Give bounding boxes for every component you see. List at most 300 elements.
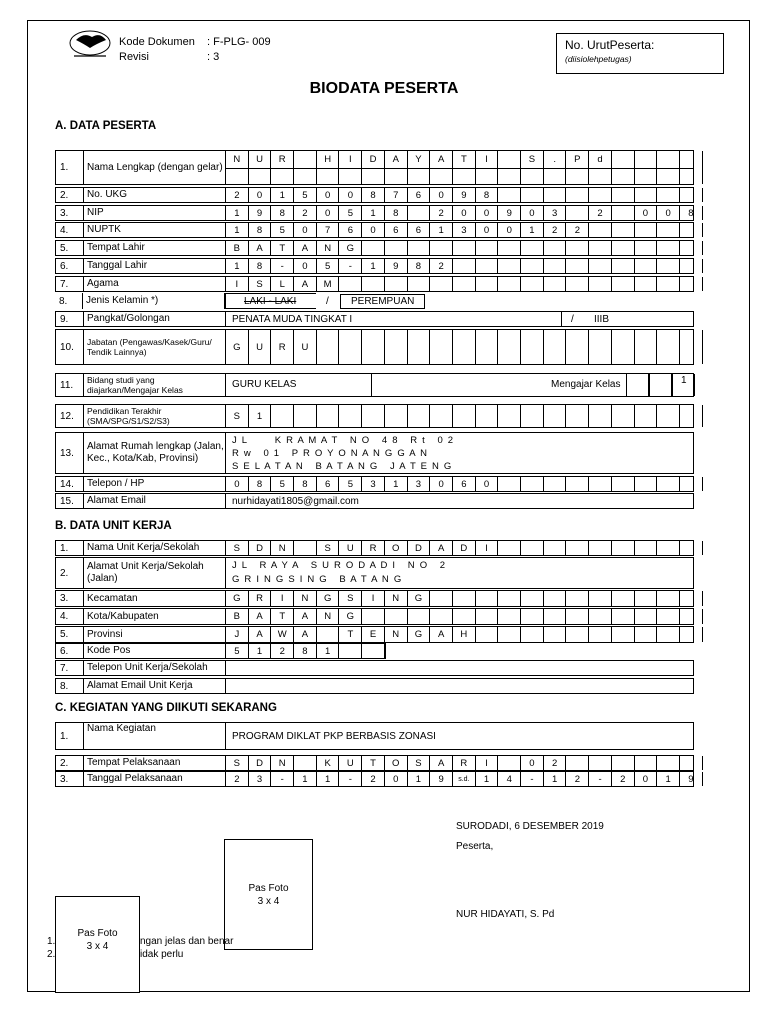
char-cell[interactable]: 0 bbox=[317, 188, 340, 202]
char-cell[interactable]: 5 bbox=[340, 477, 363, 491]
char-cell[interactable]: I bbox=[226, 277, 249, 291]
char-cell[interactable] bbox=[612, 206, 635, 220]
char-cell[interactable]: 1 bbox=[657, 772, 680, 786]
char-cell[interactable]: 5 bbox=[294, 188, 317, 202]
char-cell[interactable]: 4 bbox=[498, 772, 521, 786]
char-cell[interactable] bbox=[498, 188, 521, 202]
char-cell[interactable] bbox=[589, 591, 612, 606]
char-cell[interactable] bbox=[589, 277, 612, 291]
char-cell[interactable] bbox=[340, 405, 363, 427]
char-cell[interactable] bbox=[430, 241, 453, 255]
char-cell[interactable] bbox=[612, 241, 635, 255]
char-cell[interactable] bbox=[385, 609, 408, 624]
char-cell[interactable]: 2 bbox=[226, 188, 249, 202]
char-cell[interactable]: 1 bbox=[476, 772, 499, 786]
char-cell[interactable]: 8 bbox=[476, 188, 499, 202]
char-cell[interactable] bbox=[635, 223, 658, 237]
char-cell[interactable] bbox=[544, 609, 567, 624]
char-cell[interactable]: U bbox=[249, 330, 272, 364]
char-cell[interactable] bbox=[612, 188, 635, 202]
char-cell[interactable]: 1 bbox=[226, 223, 249, 237]
char-cell[interactable] bbox=[544, 188, 567, 202]
char-cell[interactable] bbox=[567, 241, 590, 255]
char-cell[interactable] bbox=[657, 405, 680, 427]
char-cell[interactable] bbox=[317, 168, 340, 184]
char-cell[interactable]: 8 bbox=[249, 477, 272, 491]
char-cell[interactable] bbox=[612, 330, 635, 364]
char-cell[interactable] bbox=[294, 541, 317, 555]
char-cell[interactable]: 1 bbox=[385, 477, 408, 491]
char-cell[interactable]: A bbox=[294, 627, 317, 642]
char-cell[interactable]: I bbox=[362, 591, 385, 606]
char-cell[interactable] bbox=[635, 241, 658, 255]
char-cell[interactable]: d bbox=[589, 151, 612, 168]
char-cell[interactable]: G bbox=[340, 241, 363, 255]
char-cell[interactable]: 1 bbox=[249, 644, 272, 658]
char-cell[interactable]: D bbox=[362, 151, 385, 168]
char-cell[interactable]: M bbox=[317, 277, 340, 291]
char-cell[interactable] bbox=[544, 241, 567, 255]
char-cell[interactable]: 1 bbox=[430, 223, 453, 237]
char-cell[interactable]: S bbox=[226, 541, 249, 555]
char-cell[interactable] bbox=[362, 277, 385, 291]
char-cell[interactable]: 5 bbox=[271, 477, 294, 491]
char-cell[interactable] bbox=[430, 168, 453, 184]
char-cell[interactable] bbox=[589, 541, 612, 555]
char-cell[interactable] bbox=[521, 591, 544, 606]
char-cell[interactable]: 1 bbox=[294, 772, 317, 786]
char-cell[interactable]: - bbox=[589, 772, 612, 786]
char-cell[interactable] bbox=[521, 330, 544, 364]
char-cell[interactable]: Y bbox=[408, 151, 431, 168]
char-cell[interactable] bbox=[408, 330, 431, 364]
char-cell[interactable] bbox=[317, 330, 340, 364]
char-cell[interactable]: 5 bbox=[340, 206, 363, 220]
char-cell[interactable]: A bbox=[430, 627, 453, 642]
char-cell[interactable] bbox=[635, 756, 658, 770]
char-cell[interactable]: 0 bbox=[657, 206, 680, 220]
char-cell[interactable]: 0 bbox=[226, 477, 249, 491]
char-cell[interactable] bbox=[612, 223, 635, 237]
char-cell[interactable]: 0 bbox=[294, 223, 317, 237]
char-cell[interactable] bbox=[589, 609, 612, 624]
char-cell[interactable]: 0 bbox=[453, 206, 476, 220]
char-cell[interactable] bbox=[567, 591, 590, 606]
char-cell[interactable] bbox=[635, 609, 658, 624]
char-cell[interactable] bbox=[657, 188, 680, 202]
char-cell[interactable] bbox=[544, 330, 567, 364]
char-cell[interactable] bbox=[453, 259, 476, 273]
char-cell[interactable]: - bbox=[521, 772, 544, 786]
char-cell[interactable] bbox=[589, 188, 612, 202]
char-cell[interactable] bbox=[657, 756, 680, 770]
char-cell[interactable] bbox=[657, 259, 680, 273]
char-cell[interactable]: T bbox=[362, 756, 385, 770]
char-cell[interactable]: S bbox=[226, 756, 249, 770]
char-cell[interactable]: 6 bbox=[408, 188, 431, 202]
char-cell[interactable]: N bbox=[271, 756, 294, 770]
char-cell[interactable]: 6 bbox=[340, 223, 363, 237]
char-cell[interactable]: A bbox=[294, 277, 317, 291]
char-cell[interactable]: 1 bbox=[226, 259, 249, 273]
char-cell[interactable]: - bbox=[271, 259, 294, 273]
char-cell[interactable] bbox=[476, 241, 499, 255]
char-cell[interactable]: K bbox=[317, 756, 340, 770]
char-cell[interactable] bbox=[385, 277, 408, 291]
char-cell[interactable]: 0 bbox=[521, 206, 544, 220]
char-cell[interactable]: 8 bbox=[294, 644, 317, 658]
gender-laki[interactable]: LAKI - LAKI bbox=[244, 296, 297, 307]
char-cell[interactable]: - bbox=[340, 772, 363, 786]
char-cell[interactable] bbox=[294, 168, 317, 184]
char-cell[interactable]: R bbox=[271, 151, 294, 168]
char-cell[interactable] bbox=[635, 151, 658, 168]
char-cell[interactable]: S bbox=[317, 541, 340, 555]
char-cell[interactable]: 2 bbox=[589, 206, 612, 220]
char-cell[interactable]: A bbox=[385, 151, 408, 168]
char-cell[interactable] bbox=[567, 188, 590, 202]
char-cell[interactable] bbox=[521, 609, 544, 624]
char-cell[interactable] bbox=[498, 405, 521, 427]
char-cell[interactable]: N bbox=[385, 591, 408, 606]
char-cell[interactable]: 6 bbox=[453, 477, 476, 491]
char-cell[interactable] bbox=[498, 168, 521, 184]
char-cell[interactable] bbox=[362, 168, 385, 184]
char-cell[interactable]: 0 bbox=[430, 188, 453, 202]
char-cell[interactable]: 9 bbox=[680, 772, 703, 786]
char-cell[interactable] bbox=[249, 168, 272, 184]
char-cell[interactable] bbox=[294, 756, 317, 770]
char-cell[interactable]: - bbox=[271, 772, 294, 786]
char-cell[interactable] bbox=[589, 168, 612, 184]
char-cell[interactable] bbox=[680, 591, 703, 606]
char-cell[interactable] bbox=[635, 259, 658, 273]
char-cell[interactable] bbox=[635, 188, 658, 202]
char-cell[interactable]: 0 bbox=[340, 188, 363, 202]
char-cell[interactable] bbox=[680, 477, 703, 491]
char-cell[interactable]: T bbox=[271, 241, 294, 255]
char-cell[interactable]: 8 bbox=[408, 259, 431, 273]
char-cell[interactable] bbox=[498, 627, 521, 642]
char-cell[interactable]: 0 bbox=[294, 259, 317, 273]
char-cell[interactable] bbox=[544, 405, 567, 427]
char-cell[interactable] bbox=[680, 627, 703, 642]
char-cell[interactable] bbox=[476, 627, 499, 642]
char-cell[interactable]: A bbox=[430, 151, 453, 168]
char-cell[interactable]: D bbox=[249, 756, 272, 770]
char-cell[interactable] bbox=[498, 756, 521, 770]
char-cell[interactable] bbox=[408, 206, 431, 220]
char-cell[interactable]: 1 bbox=[271, 188, 294, 202]
char-cell[interactable]: 5 bbox=[317, 259, 340, 273]
char-cell[interactable]: R bbox=[249, 591, 272, 606]
char-cell[interactable] bbox=[657, 541, 680, 555]
char-cell[interactable]: 2 bbox=[544, 756, 567, 770]
char-cell[interactable]: G bbox=[226, 330, 249, 364]
char-cell[interactable] bbox=[476, 609, 499, 624]
char-cell[interactable]: O bbox=[385, 541, 408, 555]
char-cell[interactable] bbox=[498, 277, 521, 291]
char-cell[interactable] bbox=[521, 627, 544, 642]
char-cell[interactable]: A bbox=[294, 609, 317, 624]
char-cell[interactable] bbox=[544, 277, 567, 291]
char-cell[interactable]: O bbox=[385, 756, 408, 770]
char-cell[interactable]: N bbox=[294, 591, 317, 606]
char-cell[interactable] bbox=[453, 609, 476, 624]
char-cell[interactable] bbox=[657, 151, 680, 168]
char-cell[interactable] bbox=[589, 330, 612, 364]
char-cell[interactable] bbox=[408, 241, 431, 255]
char-cell[interactable] bbox=[498, 151, 521, 168]
char-cell[interactable] bbox=[635, 330, 658, 364]
char-cell[interactable]: . bbox=[544, 151, 567, 168]
char-cell[interactable]: H bbox=[317, 151, 340, 168]
char-cell[interactable]: A bbox=[249, 627, 272, 642]
char-cell[interactable] bbox=[476, 405, 499, 427]
char-cell[interactable]: U bbox=[294, 330, 317, 364]
char-cell[interactable]: N bbox=[226, 151, 249, 168]
char-cell[interactable]: 1 bbox=[408, 772, 431, 786]
char-cell[interactable] bbox=[680, 405, 703, 427]
char-cell[interactable]: D bbox=[408, 541, 431, 555]
char-cell[interactable]: T bbox=[271, 609, 294, 624]
char-cell[interactable]: 1 bbox=[249, 405, 272, 427]
char-cell[interactable] bbox=[317, 405, 340, 427]
char-cell[interactable]: 8 bbox=[362, 188, 385, 202]
char-cell[interactable]: 1 bbox=[317, 644, 340, 658]
char-cell[interactable] bbox=[521, 405, 544, 427]
char-cell[interactable] bbox=[453, 277, 476, 291]
char-cell[interactable]: 9 bbox=[249, 206, 272, 220]
char-cell[interactable]: T bbox=[340, 627, 363, 642]
char-cell[interactable] bbox=[657, 591, 680, 606]
char-cell[interactable]: J bbox=[226, 627, 249, 642]
char-cell[interactable] bbox=[680, 756, 703, 770]
char-cell[interactable]: G bbox=[408, 627, 431, 642]
char-cell[interactable] bbox=[408, 277, 431, 291]
char-cell[interactable]: 3 bbox=[544, 206, 567, 220]
char-cell[interactable] bbox=[567, 477, 590, 491]
char-cell[interactable] bbox=[340, 330, 363, 364]
char-cell[interactable] bbox=[430, 591, 453, 606]
char-cell[interactable] bbox=[362, 644, 385, 658]
char-cell[interactable]: 0 bbox=[635, 206, 658, 220]
char-cell[interactable]: N bbox=[271, 541, 294, 555]
char-cell[interactable]: 0 bbox=[476, 223, 499, 237]
char-cell[interactable]: B bbox=[226, 241, 249, 255]
char-cell[interactable]: S bbox=[226, 405, 249, 427]
char-cell[interactable]: 9 bbox=[498, 206, 521, 220]
char-cell[interactable]: G bbox=[340, 609, 363, 624]
char-cell[interactable]: 8 bbox=[680, 206, 703, 220]
char-cell[interactable] bbox=[271, 405, 294, 427]
char-cell[interactable] bbox=[362, 405, 385, 427]
char-cell[interactable]: D bbox=[453, 541, 476, 555]
char-cell[interactable]: B bbox=[226, 609, 249, 624]
char-cell[interactable] bbox=[680, 241, 703, 255]
char-cell[interactable] bbox=[226, 168, 249, 184]
char-cell[interactable] bbox=[635, 477, 658, 491]
char-cell[interactable] bbox=[680, 168, 703, 184]
char-cell[interactable] bbox=[476, 277, 499, 291]
char-cell[interactable]: 2 bbox=[544, 223, 567, 237]
char-cell[interactable] bbox=[589, 627, 612, 642]
char-cell[interactable]: S bbox=[408, 756, 431, 770]
char-cell[interactable]: I bbox=[340, 151, 363, 168]
char-cell[interactable] bbox=[544, 591, 567, 606]
char-cell[interactable]: 0 bbox=[476, 206, 499, 220]
char-cell[interactable] bbox=[612, 477, 635, 491]
char-cell[interactable]: G bbox=[226, 591, 249, 606]
char-cell[interactable]: A bbox=[430, 756, 453, 770]
char-cell[interactable] bbox=[362, 241, 385, 255]
char-cell[interactable]: 2 bbox=[430, 206, 453, 220]
char-cell[interactable] bbox=[498, 541, 521, 555]
char-cell[interactable] bbox=[567, 609, 590, 624]
char-cell[interactable] bbox=[453, 405, 476, 427]
char-cell[interactable] bbox=[589, 259, 612, 273]
char-cell[interactable] bbox=[680, 330, 703, 364]
char-cell[interactable] bbox=[430, 277, 453, 291]
char-cell[interactable] bbox=[567, 627, 590, 642]
char-cell[interactable]: 8 bbox=[271, 206, 294, 220]
char-cell[interactable]: R bbox=[271, 330, 294, 364]
char-cell[interactable]: P bbox=[567, 151, 590, 168]
char-cell[interactable]: 0 bbox=[635, 772, 658, 786]
char-cell[interactable] bbox=[567, 330, 590, 364]
char-cell[interactable] bbox=[476, 330, 499, 364]
char-cell[interactable] bbox=[589, 477, 612, 491]
char-cell[interactable]: 1 bbox=[544, 772, 567, 786]
char-cell[interactable] bbox=[544, 259, 567, 273]
char-cell[interactable] bbox=[498, 477, 521, 491]
char-cell[interactable] bbox=[294, 151, 317, 168]
char-cell[interactable]: T bbox=[453, 151, 476, 168]
char-cell[interactable] bbox=[657, 609, 680, 624]
char-cell[interactable] bbox=[612, 405, 635, 427]
char-cell[interactable] bbox=[680, 541, 703, 555]
char-cell[interactable]: 2 bbox=[567, 223, 590, 237]
char-cell[interactable]: 6 bbox=[317, 477, 340, 491]
char-cell[interactable] bbox=[612, 541, 635, 555]
char-cell[interactable]: 2 bbox=[430, 259, 453, 273]
char-cell[interactable] bbox=[635, 627, 658, 642]
char-cell[interactable]: 3 bbox=[408, 477, 431, 491]
char-cell[interactable]: 0 bbox=[249, 188, 272, 202]
char-cell[interactable] bbox=[680, 259, 703, 273]
char-cell[interactable]: I bbox=[476, 541, 499, 555]
char-cell[interactable]: U bbox=[249, 151, 272, 168]
char-cell[interactable]: 0 bbox=[385, 772, 408, 786]
char-cell[interactable]: 5 bbox=[271, 223, 294, 237]
char-cell[interactable] bbox=[453, 168, 476, 184]
char-cell[interactable] bbox=[408, 609, 431, 624]
char-cell[interactable]: E bbox=[362, 627, 385, 642]
char-cell[interactable] bbox=[589, 241, 612, 255]
char-cell[interactable]: A bbox=[430, 541, 453, 555]
char-cell[interactable] bbox=[385, 405, 408, 427]
char-cell[interactable] bbox=[294, 405, 317, 427]
char-cell[interactable]: R bbox=[453, 756, 476, 770]
char-cell[interactable]: A bbox=[249, 609, 272, 624]
char-cell[interactable] bbox=[612, 277, 635, 291]
char-cell[interactable] bbox=[635, 591, 658, 606]
char-cell[interactable]: N bbox=[317, 609, 340, 624]
char-cell[interactable] bbox=[362, 609, 385, 624]
char-cell[interactable] bbox=[544, 627, 567, 642]
char-cell[interactable] bbox=[430, 609, 453, 624]
char-cell[interactable]: - bbox=[340, 259, 363, 273]
char-cell[interactable] bbox=[649, 374, 672, 396]
char-cell[interactable] bbox=[544, 541, 567, 555]
char-cell[interactable] bbox=[453, 241, 476, 255]
char-cell[interactable] bbox=[408, 168, 431, 184]
char-cell[interactable] bbox=[612, 151, 635, 168]
char-cell[interactable] bbox=[612, 259, 635, 273]
char-cell[interactable] bbox=[589, 756, 612, 770]
char-cell[interactable]: 6 bbox=[408, 223, 431, 237]
char-cell[interactable] bbox=[385, 241, 408, 255]
char-cell[interactable] bbox=[657, 277, 680, 291]
char-cell[interactable] bbox=[657, 477, 680, 491]
char-cell[interactable] bbox=[498, 609, 521, 624]
char-cell[interactable]: 0 bbox=[476, 477, 499, 491]
gender-perempuan[interactable]: PEREMPUAN bbox=[340, 294, 425, 309]
char-cell[interactable] bbox=[521, 477, 544, 491]
char-cell[interactable] bbox=[680, 151, 703, 168]
char-cell[interactable] bbox=[589, 405, 612, 427]
char-cell[interactable]: 8 bbox=[249, 223, 272, 237]
char-cell[interactable] bbox=[612, 627, 635, 642]
char-cell[interactable]: 3 bbox=[249, 772, 272, 786]
char-cell[interactable] bbox=[521, 541, 544, 555]
char-cell[interactable] bbox=[521, 259, 544, 273]
char-cell[interactable] bbox=[408, 405, 431, 427]
char-cell[interactable] bbox=[385, 330, 408, 364]
char-cell[interactable]: 0 bbox=[498, 223, 521, 237]
char-cell[interactable] bbox=[544, 477, 567, 491]
char-cell[interactable]: S bbox=[521, 151, 544, 168]
char-cell[interactable] bbox=[476, 168, 499, 184]
char-cell[interactable]: 0 bbox=[362, 223, 385, 237]
char-cell[interactable]: 8 bbox=[294, 477, 317, 491]
char-cell[interactable]: 7 bbox=[385, 188, 408, 202]
char-cell[interactable] bbox=[612, 756, 635, 770]
char-cell[interactable] bbox=[521, 241, 544, 255]
char-cell[interactable]: 0 bbox=[430, 477, 453, 491]
char-cell[interactable] bbox=[498, 330, 521, 364]
char-cell[interactable]: 1 bbox=[226, 206, 249, 220]
char-cell[interactable]: I bbox=[476, 151, 499, 168]
char-cell[interactable] bbox=[567, 206, 590, 220]
char-cell[interactable]: W bbox=[271, 627, 294, 642]
char-cell[interactable]: 0 bbox=[521, 756, 544, 770]
char-cell[interactable] bbox=[657, 627, 680, 642]
char-cell[interactable]: s.d. bbox=[453, 772, 476, 786]
char-cell[interactable] bbox=[657, 241, 680, 255]
char-cell[interactable]: I bbox=[271, 591, 294, 606]
char-cell[interactable]: G bbox=[317, 591, 340, 606]
char-cell[interactable]: I bbox=[476, 756, 499, 770]
char-cell[interactable] bbox=[430, 405, 453, 427]
char-cell[interactable]: L bbox=[271, 277, 294, 291]
char-cell[interactable] bbox=[271, 168, 294, 184]
char-cell[interactable] bbox=[612, 609, 635, 624]
char-cell[interactable]: G bbox=[408, 591, 431, 606]
char-cell[interactable] bbox=[567, 756, 590, 770]
char-cell[interactable] bbox=[635, 277, 658, 291]
char-cell[interactable] bbox=[521, 188, 544, 202]
